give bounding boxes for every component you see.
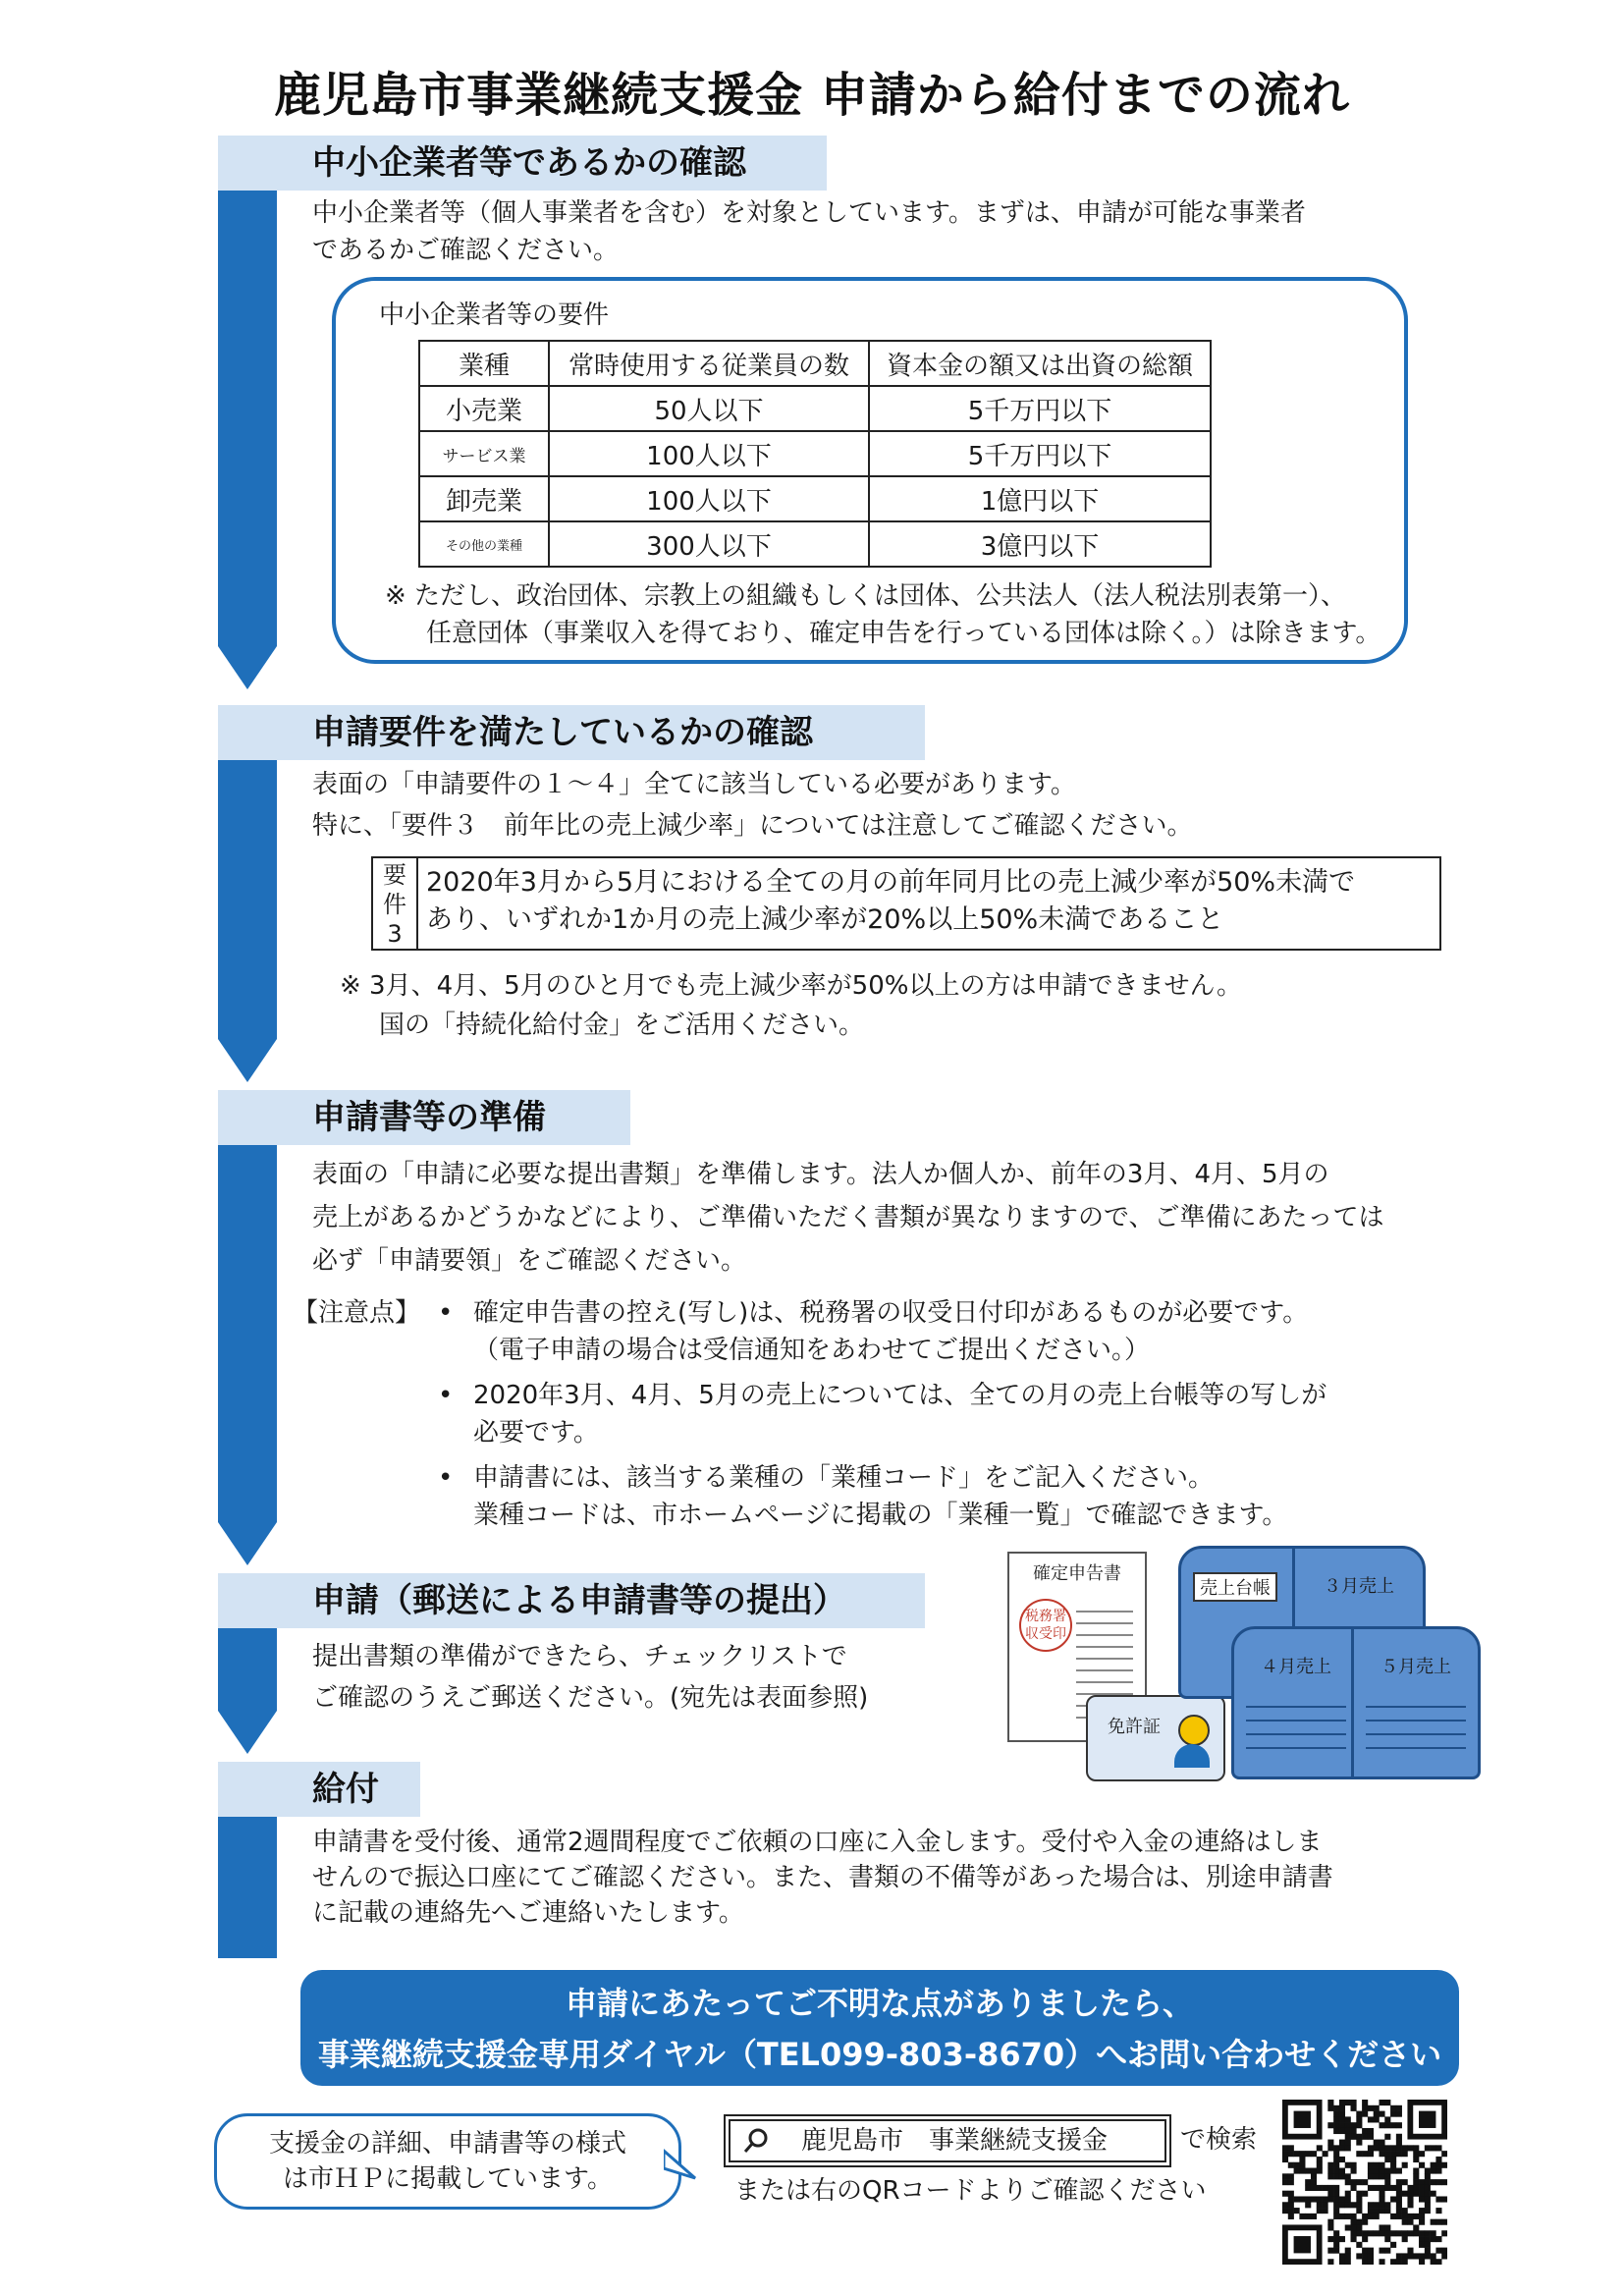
bullet-dot: • [438,1298,454,1328]
step-heading-4: 申請（郵送による申請書等の提出） [218,1573,925,1628]
step5-body [312,1825,1540,1931]
requirement3-label-char: 件 [383,891,406,918]
april-sales-label: ４月売上 [1261,1657,1331,1677]
step-heading-1: 中小企業者等であるかの確認 [218,136,827,191]
table-cell: 1億円以下 [869,476,1211,521]
notes-label: 【注意点】 [293,1298,421,1328]
step2-note-line1: ※ 3月、4月、5月のひと月でも売上減少率が50%以上の方は申請できません。 [340,971,1243,1001]
requirement3-label-char: 要 [383,861,406,889]
bullet-line: 2020年3月、4月、5月の売上については、全ての月の売上台帳等の写しが [473,1381,1327,1410]
bullet-line: （電子申請の場合は受信通知をあわせてご提出ください。） [473,1336,1151,1365]
step2-body-line1: 表面の「申請要件の１～４」全てに該当している必要があります。 [312,770,1076,799]
bubble-line2: は市ＨＰに掲載しています。 [283,2164,613,2194]
table-row [419,476,1211,521]
bullet-item [438,1459,1518,1534]
bullet-dot: • [438,1381,454,1410]
qr-note: または右のQRコードよりご確認ください [734,2176,1207,2206]
step3-body-line1: 表面の「申請に必要な提出書類」を準備します。法人か個人か、前年の3月、4月、5月の [312,1160,1329,1189]
shoulders-icon [1174,1744,1210,1768]
sme-box-title: 中小企業者等の要件 [379,301,610,330]
table-cell: 100人以下 [549,431,869,476]
step1-body [312,194,1490,269]
step2-body-line2: 特に、「要件３ 前年比の売上減少率」については注意してご確認ください。 [312,811,1193,841]
step-heading-2: 申請要件を満たしているかの確認 [218,705,925,760]
step3-body-line3: 必ず「申請要領」をご確認ください。 [312,1246,747,1276]
bullet-text [473,1377,1326,1451]
step1-body-line1: 中小企業者等（個人事業者を含む）を対象としています。まずは、申請が可能な事業者 [312,198,1306,228]
step-heading-5: 給付 [218,1762,420,1817]
step1-note-line1: ※ ただし、政治団体、宗教上の組織もしくは団体、公共法人（法人税法別表第一）、 [385,581,1347,611]
table-cell: その他の業種 [419,521,549,567]
bullet-text [473,1294,1308,1369]
stamp-text: 税務署 [1025,1609,1066,1624]
search-box[interactable] [729,2119,1166,2162]
flow-arrow-step1 [218,646,277,689]
table-cell: 300人以下 [549,521,869,567]
tax-return-label: 確定申告書 [1033,1563,1121,1584]
requirement3-text [418,858,1355,949]
bullet-item [438,1294,1518,1369]
step1-note [385,577,1386,652]
table-header-row [419,341,1211,386]
table-cell: 小売業 [419,386,549,431]
step4-body-line2: ご確認のうえご郵送ください。(宛先は表面参照) [312,1683,869,1713]
face-icon [1178,1715,1210,1746]
march-sales-label: ３月売上 [1324,1576,1394,1597]
table-cell: 100人以下 [549,476,869,521]
qr-code-pattern [1282,2100,1447,2265]
step4-body [312,1636,1000,1719]
table-cell: 卸売業 [419,476,549,521]
step3-body-line2: 売上があるかどうかなどにより、ご準備いただく書類が異なりますので、ご準備にあたっては [312,1203,1384,1232]
contact-banner-line1: 申請にあたってご不明な点がありましたら、 [565,1985,1194,2022]
step5-body-line2: せんので振込口座にてご確認ください。また、書類の不備等があった場合は、別途申請書 [312,1863,1333,1892]
search-suffix: で検索 [1180,2125,1258,2155]
bubble-line1: 支援金の詳細、申請書等の様式 [268,2129,626,2159]
step1-body-line2: であるかご確認ください。 [312,236,620,265]
qr-code[interactable] [1282,2100,1447,2265]
tax-office-stamp-icon [1019,1599,1072,1652]
stamp-text: 収受印 [1025,1626,1066,1642]
bullet-line: 業種コードは、市ホームページに掲載の「業種一覧」で確認できます。 [473,1501,1288,1530]
requirement3-label-char: 3 [387,920,403,948]
requirement3-label [373,858,418,949]
bullet-line: 確定申告書の控え(写し)は、税務署の収受日付印があるものが必要です。 [473,1298,1309,1328]
requirement3-line2: あり、いずれか1か月の売上減少率が20%以上50%未満であること [426,904,1224,935]
table-cell: 3億円以下 [869,521,1211,567]
bullet-line: 必要です。 [473,1418,599,1448]
step2-body [312,764,1490,847]
book-lines-icon [1246,1694,1346,1757]
page-title: 鹿児島市事業継続支援金 申請から給付までの流れ [274,68,1350,123]
contact-banner-line2: 事業継続支援金専用ダイヤル（TEL099-803-8670）へお問い合わせください [317,2036,1442,2073]
table-header-employees: 常時使用する従業員の数 [549,341,869,386]
step3-bullets [438,1294,1518,1534]
search-icon [740,2125,776,2157]
table-cell: 50人以下 [549,386,869,431]
table-cell: サービス業 [419,431,549,476]
ledger-label: 売上台帳 [1193,1572,1277,1602]
bullet-dot: • [438,1463,454,1493]
table-cell: 5千万円以下 [869,431,1211,476]
bullet-text [473,1459,1287,1534]
website-info-bubble [214,2113,681,2210]
book-lines-icon [1366,1694,1466,1757]
table-cell: 5千万円以下 [869,386,1211,431]
step5-body-line1: 申請書を受付後、通常2週間程度でご依頼の口座に入金します。受付や入金の連絡はしま [312,1828,1323,1857]
bubble-tail-icon [664,2147,697,2180]
table-row [419,386,1211,431]
step3-body [312,1153,1540,1283]
step4-body-line1: 提出書類の準備ができたら、チェックリストで [312,1642,847,1671]
step-heading-3: 申請書等の準備 [218,1090,630,1145]
table-header-capital: 資本金の額又は出資の総額 [869,341,1211,386]
bullet-item [438,1377,1518,1451]
step2-note-line2: 国の「持続化給付金」をご活用ください。 [379,1011,865,1040]
step2-note [340,966,1469,1045]
flow-arrow-step2 [218,1039,277,1082]
bullet-line: 申請書には、該当する業種の「業種コード」をご記入ください。 [473,1463,1215,1493]
contact-banner [300,1970,1459,2086]
requirement3-box [371,856,1441,951]
flow-arrow-step3 [218,1522,277,1565]
table-row [419,521,1211,567]
step1-note-line2: 任意団体（事業収入を得ており、確定申告を行っている団体は除く。）は除きます。 [426,619,1381,648]
may-sales-book-illustration [1351,1626,1481,1779]
license-card-illustration [1086,1695,1225,1781]
april-sales-book-illustration [1231,1626,1361,1779]
sme-requirements-table [418,340,1212,568]
license-label: 免許証 [1108,1717,1161,1737]
table-row [419,431,1211,476]
search-query-text: 鹿児島市 事業継続支援金 [801,2126,1109,2156]
flow-arrow-step4 [218,1711,277,1754]
flow-bar-step1 [218,136,277,646]
flow-bar-step3 [218,1090,277,1522]
may-sales-label: ５月売上 [1380,1657,1451,1677]
requirement3-line1: 2020年3月から5月における全ての月の前年同月比の売上減少率が50%未満で [426,867,1356,898]
table-header-industry: 業種 [419,341,549,386]
step5-body-line3: に記載の連絡先へご連絡いたします。 [312,1898,744,1928]
